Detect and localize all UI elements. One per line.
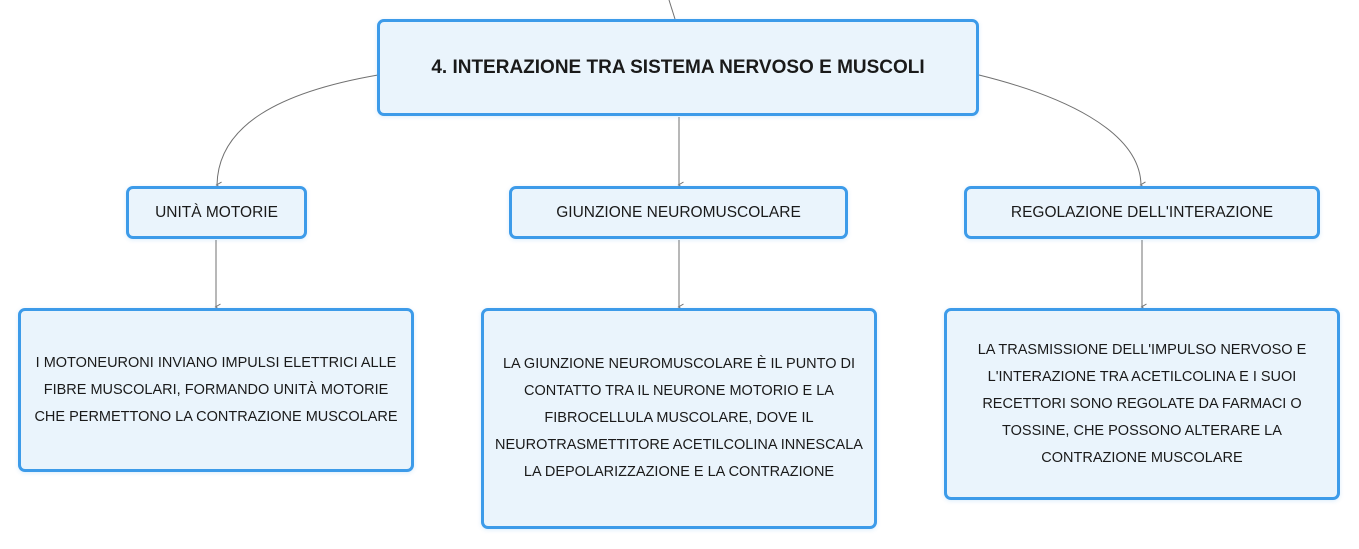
- branch-node-giunzione-neuromuscolare[interactable]: [509, 186, 848, 239]
- root-topic-title: 4. INTERAZIONE TRA SISTEMA NERVOSO E MUSCOLI: [431, 57, 925, 78]
- detail-text: I MOTONEURONI INVIANO IMPULSI ELETTRICI ALLE FIBRE MUSCOLARI, FORMANDO UNITÀ MOTORIE CHE PERMETTONO LA CONTRAZIONE MUSCOLARE: [34, 354, 398, 425]
- branch-node-unita-motorie[interactable]: [126, 186, 307, 239]
- connector-root-to-branch-3: [979, 75, 1141, 185]
- detail-node-unita-motorie[interactable]: [18, 308, 414, 472]
- connector-root-to-branch-1: [217, 75, 378, 185]
- connector-parent-to-root: [669, 0, 675, 19]
- branch-node-regolazione-interazione[interactable]: [964, 186, 1320, 239]
- branch-label: UNITÀ MOTORIE: [155, 203, 278, 221]
- detail-node-giunzione-neuromuscolare[interactable]: [481, 308, 877, 529]
- branch-label: GIUNZIONE NEUROMUSCOLARE: [556, 203, 801, 221]
- detail-text: LA GIUNZIONE NEUROMUSCOLARE È IL PUNTO DI CONTATTO TRA IL NEURONE MOTORIO E LA FIBROCELLULA MUSCOLARE, DOVE IL NEUROTRASMETTITORE ACETILCOLINA INNESCALA LA DEPOLARIZZAZIONE E LA CONTRAZIONE: [495, 356, 863, 480]
- detail-text: LA TRASMISSIONE DELL'IMPULSO NERVOSO E L'INTERAZIONE TRA ACETILCOLINA E I SUOI RECETTORI SONO REGOLATE DA FARMACI O TOSSINE, CHE POSSONO ALTERARE LA CONTRAZIONE MUSCOLARE: [977, 341, 1307, 466]
- branch-label: REGOLAZIONE DELL'INTERAZIONE: [1010, 203, 1274, 221]
- root-topic-node[interactable]: [377, 19, 979, 116]
- detail-node-regolazione-interazione[interactable]: [944, 308, 1340, 500]
